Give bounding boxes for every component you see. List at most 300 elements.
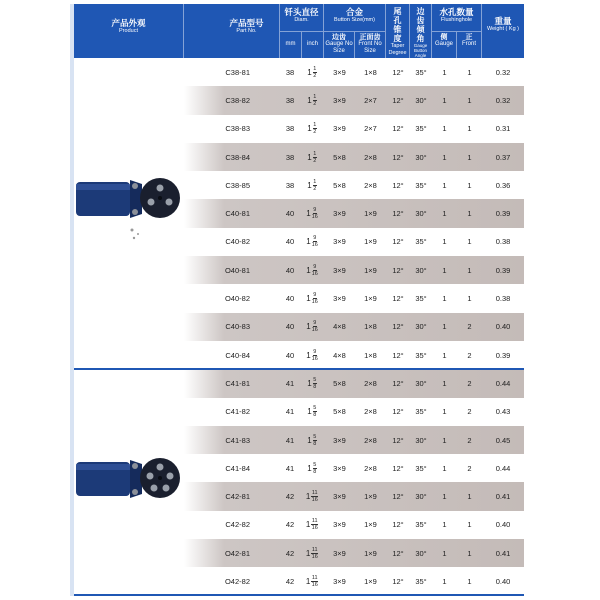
flush-front-cell: 2 bbox=[467, 322, 472, 332]
flush-gauge-cell: 1 bbox=[442, 463, 447, 473]
taper-cell: 12° bbox=[392, 67, 404, 77]
inch-numerator: 9 bbox=[313, 348, 317, 355]
diam-mm-cell: 38 bbox=[285, 152, 295, 162]
inch-numerator: 1 bbox=[313, 93, 317, 100]
taper-cell: 12° bbox=[392, 152, 404, 162]
inch-whole: 1 bbox=[305, 576, 311, 586]
flush-gauge-cell: 1 bbox=[442, 265, 447, 275]
part-number-cell: C38-82 bbox=[225, 95, 250, 105]
flush-front-cell: 2 bbox=[467, 435, 472, 445]
bit-button bbox=[166, 199, 173, 206]
angle-cell: 35° bbox=[415, 180, 427, 190]
diam-inch-cell bbox=[300, 207, 324, 220]
gauge-button-cell: 4×8 bbox=[333, 350, 346, 360]
header-part bbox=[184, 4, 280, 58]
taper-cell: 12° bbox=[392, 435, 404, 445]
inch-numerator: 5 bbox=[313, 433, 317, 440]
inch-fraction bbox=[307, 462, 317, 475]
inch-frac bbox=[311, 490, 318, 503]
inch-whole: 1 bbox=[307, 95, 312, 105]
inch-denominator: 8 bbox=[313, 468, 317, 475]
inch-frac bbox=[313, 66, 317, 79]
weight-cell: 0.44 bbox=[495, 463, 511, 473]
inch-fraction bbox=[307, 66, 317, 79]
diam-mm-cell: 41 bbox=[285, 435, 295, 445]
inch-frac bbox=[313, 434, 317, 447]
speck bbox=[137, 233, 139, 235]
part-number-cell: C38-84 bbox=[225, 152, 250, 162]
inch-frac bbox=[313, 462, 317, 475]
flush-gauge-cell: 1 bbox=[442, 95, 447, 105]
diam-inch-cell bbox=[300, 462, 324, 475]
gauge-button-cell: 3×9 bbox=[333, 237, 346, 247]
diam-mm-cell: 41 bbox=[285, 407, 295, 417]
taper-cell: 12° bbox=[392, 463, 404, 473]
front-button-cell: 1×9 bbox=[364, 209, 377, 219]
inch-fraction bbox=[307, 405, 317, 418]
gauge-button-cell: 5×8 bbox=[333, 378, 346, 388]
front-button-cell: 2×8 bbox=[364, 435, 377, 445]
gauge-button-cell: 3×9 bbox=[333, 492, 346, 502]
flush-front-cell: 1 bbox=[467, 265, 472, 275]
diam-inch-cell bbox=[300, 94, 324, 107]
inch-fraction bbox=[307, 434, 317, 447]
diam-inch-cell bbox=[300, 490, 324, 503]
inch-whole: 1 bbox=[307, 407, 312, 417]
diam-mm-cell: 40 bbox=[285, 209, 295, 219]
inch-numerator: 1 bbox=[313, 150, 317, 157]
taper-cell: 12° bbox=[392, 124, 404, 134]
flush-front-cell: 1 bbox=[467, 237, 472, 247]
gauge-button-cell: 3×9 bbox=[333, 124, 346, 134]
diam-mm-cell: 40 bbox=[285, 350, 295, 360]
inch-numerator: 9 bbox=[313, 263, 317, 270]
inch-numerator: 11 bbox=[311, 574, 318, 581]
inch-denominator: 2 bbox=[313, 100, 317, 107]
weight-cell: 0.37 bbox=[495, 152, 511, 162]
flush-front-cell: 1 bbox=[467, 124, 472, 134]
diam-inch-cell bbox=[300, 434, 324, 447]
part-number-cell: C41-82 bbox=[225, 407, 250, 417]
flush-gauge-cell: 1 bbox=[442, 492, 447, 502]
inch-numerator: 5 bbox=[313, 376, 317, 383]
gauge-button-cell: 3×9 bbox=[333, 209, 346, 219]
diam-mm-cell: 38 bbox=[285, 95, 295, 105]
flush-front-cell: 1 bbox=[467, 492, 472, 502]
header-angle-zh: 边齿倾角 bbox=[416, 7, 425, 43]
angle-cell: 30° bbox=[415, 435, 427, 445]
flush-front-cell: 1 bbox=[467, 548, 472, 558]
taper-cell: 12° bbox=[392, 322, 404, 332]
bit-button bbox=[132, 489, 138, 495]
inch-whole: 1 bbox=[307, 152, 312, 162]
header-flush-front-zh: 正 bbox=[465, 34, 473, 41]
part-number-cell: C41-81 bbox=[225, 378, 250, 388]
front-button-cell: 1×8 bbox=[364, 350, 377, 360]
header-button bbox=[324, 4, 386, 58]
inch-denominator: 8 bbox=[313, 412, 317, 419]
flush-front-cell: 2 bbox=[467, 378, 472, 388]
button-bit-image bbox=[74, 448, 184, 518]
table-row bbox=[74, 341, 524, 369]
angle-cell: 35° bbox=[415, 237, 427, 247]
flush-front-cell: 1 bbox=[467, 180, 472, 190]
part-number-cell: C41-83 bbox=[225, 435, 250, 445]
part-number-cell: C40-81 bbox=[225, 209, 250, 219]
weight-cell: 0.39 bbox=[495, 265, 511, 275]
front-button-cell: 1×9 bbox=[364, 492, 377, 502]
flush-gauge-cell: 1 bbox=[442, 67, 447, 77]
flush-gauge-cell: 1 bbox=[442, 576, 447, 586]
angle-cell: 35° bbox=[415, 124, 427, 134]
front-button-cell: 1×9 bbox=[364, 265, 377, 275]
bit-button bbox=[163, 485, 170, 492]
front-button-cell: 1×9 bbox=[364, 294, 377, 304]
front-button-cell: 2×8 bbox=[364, 180, 377, 190]
diam-inch-cell bbox=[300, 179, 324, 192]
inch-frac bbox=[311, 575, 318, 588]
header-diam-en: Diam. bbox=[294, 17, 309, 23]
diam-inch-cell bbox=[300, 518, 324, 531]
bit-shank-highlight bbox=[76, 184, 130, 190]
angle-cell: 35° bbox=[415, 576, 427, 586]
flush-front-cell: 1 bbox=[467, 294, 472, 304]
flush-front-cell: 2 bbox=[467, 350, 472, 360]
inch-numerator: 11 bbox=[311, 518, 318, 525]
table-row bbox=[74, 143, 524, 171]
front-button-cell: 1×9 bbox=[364, 548, 377, 558]
bit-button bbox=[147, 473, 154, 480]
diam-mm-cell: 41 bbox=[285, 378, 295, 388]
header-weight-en: Weight ( Kg ) bbox=[487, 26, 519, 32]
flush-front-cell: 1 bbox=[467, 67, 472, 77]
inch-frac bbox=[313, 377, 317, 390]
table-bottom-line bbox=[74, 594, 524, 596]
table-row bbox=[74, 58, 524, 86]
inch-fraction bbox=[306, 349, 318, 362]
inch-fraction bbox=[307, 151, 317, 164]
diam-mm-cell: 40 bbox=[285, 237, 295, 247]
diam-inch-cell bbox=[300, 547, 324, 560]
gauge-button-cell: 5×8 bbox=[333, 180, 346, 190]
angle-cell: 35° bbox=[415, 520, 427, 530]
front-button-cell: 2×8 bbox=[364, 407, 377, 417]
button-bit-image bbox=[74, 168, 184, 258]
inch-fraction bbox=[307, 122, 317, 135]
header-button-zh: 合金 bbox=[345, 7, 363, 17]
inch-numerator: 5 bbox=[313, 461, 317, 468]
front-button-cell: 1×9 bbox=[364, 520, 377, 530]
taper-cell: 12° bbox=[392, 265, 404, 275]
weight-cell: 0.40 bbox=[495, 576, 511, 586]
inch-whole: 1 bbox=[307, 378, 312, 388]
header-angle-en: Gauge Button Angle bbox=[413, 43, 428, 58]
front-button-cell: 1×8 bbox=[364, 67, 377, 77]
angle-cell: 30° bbox=[415, 209, 427, 219]
part-number-cell: C42-82 bbox=[225, 520, 250, 530]
header-gauge-en: Gauge No Size bbox=[325, 41, 353, 54]
table-row bbox=[74, 284, 524, 312]
table-row bbox=[74, 539, 524, 567]
header-taper bbox=[386, 4, 410, 58]
inch-frac bbox=[313, 179, 317, 192]
part-number-cell: O42-82 bbox=[224, 576, 250, 586]
header-flush-front-en: Front bbox=[461, 41, 476, 47]
weight-cell: 0.39 bbox=[495, 350, 511, 360]
inch-whole: 1 bbox=[306, 350, 311, 360]
speck bbox=[131, 229, 134, 232]
diam-mm-cell: 42 bbox=[285, 520, 295, 530]
weight-cell: 0.40 bbox=[495, 322, 511, 332]
taper-cell: 12° bbox=[392, 180, 404, 190]
header-product-en: Product bbox=[119, 28, 138, 34]
diam-mm-cell: 40 bbox=[285, 322, 295, 332]
weight-cell: 0.44 bbox=[495, 378, 511, 388]
taper-cell: 12° bbox=[392, 95, 404, 105]
table-row bbox=[74, 86, 524, 114]
part-number-cell: C40-82 bbox=[225, 237, 250, 247]
inch-denominator: 16 bbox=[311, 553, 318, 560]
taper-cell: 12° bbox=[392, 350, 404, 360]
diam-mm-cell: 42 bbox=[285, 576, 295, 586]
inch-denominator: 16 bbox=[311, 214, 318, 221]
inch-whole: 1 bbox=[305, 520, 311, 530]
header-flush-front bbox=[457, 32, 481, 58]
diam-mm-cell: 41 bbox=[285, 463, 295, 473]
part-number-cell: C42-81 bbox=[225, 492, 250, 502]
flush-gauge-cell: 1 bbox=[442, 152, 447, 162]
header-flush-sub bbox=[432, 31, 481, 58]
table-header bbox=[74, 4, 524, 58]
inch-numerator: 1 bbox=[313, 178, 317, 185]
header-flush-gauge-zh: 侧 bbox=[440, 34, 448, 41]
part-number-cell: C40-84 bbox=[225, 350, 250, 360]
inch-numerator: 1 bbox=[313, 122, 317, 129]
flush-front-cell: 1 bbox=[467, 209, 472, 219]
diam-inch-cell bbox=[300, 264, 324, 277]
header-flush-zh: 水孔数量 bbox=[439, 7, 474, 17]
diam-inch-cell bbox=[300, 235, 324, 248]
header-gauge bbox=[324, 32, 355, 58]
inch-denominator: 8 bbox=[313, 440, 317, 447]
inch-fraction bbox=[306, 207, 318, 220]
flush-gauge-cell: 1 bbox=[442, 124, 447, 134]
inch-whole: 1 bbox=[306, 209, 311, 219]
bit-flush-hole bbox=[158, 196, 162, 200]
taper-cell: 12° bbox=[392, 492, 404, 502]
inch-numerator: 9 bbox=[313, 320, 317, 327]
taper-cell: 12° bbox=[392, 520, 404, 530]
header-flush-gauge-en: Gauge bbox=[434, 41, 453, 47]
weight-cell: 0.41 bbox=[495, 492, 511, 502]
header-diam bbox=[280, 4, 324, 58]
flush-gauge-cell: 1 bbox=[442, 350, 447, 360]
angle-cell: 35° bbox=[415, 294, 427, 304]
inch-whole: 1 bbox=[307, 180, 312, 190]
inch-frac bbox=[313, 405, 317, 418]
taper-cell: 12° bbox=[392, 548, 404, 558]
inch-denominator: 16 bbox=[311, 355, 318, 362]
bit-flush-hole bbox=[158, 476, 162, 480]
angle-cell: 30° bbox=[415, 378, 427, 388]
inch-denominator: 16 bbox=[311, 497, 318, 504]
weight-cell: 0.32 bbox=[495, 95, 511, 105]
flush-gauge-cell: 1 bbox=[442, 322, 447, 332]
weight-cell: 0.45 bbox=[495, 435, 511, 445]
header-diam-sub bbox=[280, 31, 323, 58]
inch-numerator: 5 bbox=[313, 405, 317, 412]
inch-numerator: 11 bbox=[311, 490, 318, 497]
inch-fraction bbox=[307, 377, 317, 390]
inch-fraction bbox=[306, 320, 318, 333]
inch-numerator: 1 bbox=[313, 65, 317, 72]
angle-cell: 35° bbox=[415, 67, 427, 77]
gauge-button-cell: 4×8 bbox=[333, 322, 346, 332]
diam-mm-cell: 42 bbox=[285, 492, 295, 502]
bit-button bbox=[132, 209, 138, 215]
inch-whole: 1 bbox=[306, 294, 311, 304]
header-angle bbox=[410, 4, 432, 58]
bit-button bbox=[132, 463, 138, 469]
header-part-en: Part No. bbox=[236, 28, 257, 34]
angle-cell: 30° bbox=[415, 492, 427, 502]
part-number-cell: C40-83 bbox=[225, 322, 250, 332]
inch-frac bbox=[313, 151, 317, 164]
table-row bbox=[74, 398, 524, 426]
inch-fraction bbox=[306, 292, 318, 305]
header-front bbox=[355, 32, 385, 58]
weight-cell: 0.32 bbox=[495, 67, 511, 77]
inch-frac bbox=[313, 122, 317, 135]
bit-button bbox=[157, 464, 164, 471]
bit-button bbox=[157, 185, 164, 192]
angle-cell: 35° bbox=[415, 463, 427, 473]
taper-cell: 12° bbox=[392, 209, 404, 219]
flush-gauge-cell: 1 bbox=[442, 378, 447, 388]
diam-mm-cell: 38 bbox=[285, 124, 295, 134]
header-flush-en: Flushinghole bbox=[440, 17, 473, 23]
header-weight-zh: 重量 bbox=[494, 16, 512, 26]
flush-gauge-cell: 1 bbox=[442, 520, 447, 530]
diam-inch-cell bbox=[300, 66, 324, 79]
bit-button bbox=[151, 485, 158, 492]
header-diam-mm: mm bbox=[280, 32, 302, 58]
inch-denominator: 2 bbox=[313, 157, 317, 164]
header-diam-inch: inch bbox=[306, 41, 318, 47]
inch-fraction bbox=[306, 518, 318, 531]
header-product bbox=[74, 4, 184, 58]
gauge-button-cell: 3×9 bbox=[333, 576, 346, 586]
flush-gauge-cell: 1 bbox=[442, 209, 447, 219]
header-taper-en: Taper Degree bbox=[388, 43, 407, 56]
diam-inch-cell bbox=[300, 575, 324, 588]
header-gauge-zh: 边齿 bbox=[332, 34, 346, 41]
diam-inch-cell bbox=[300, 151, 324, 164]
front-button-cell: 1×9 bbox=[364, 576, 377, 586]
part-number-cell: O40-81 bbox=[224, 265, 250, 275]
inch-frac bbox=[313, 94, 317, 107]
inch-whole: 1 bbox=[305, 548, 311, 558]
gauge-button-cell: 3×9 bbox=[333, 463, 346, 473]
inch-denominator: 2 bbox=[313, 185, 317, 192]
flush-front-cell: 2 bbox=[467, 463, 472, 473]
flush-gauge-cell: 1 bbox=[442, 180, 447, 190]
inch-whole: 1 bbox=[307, 67, 312, 77]
header-taper-zh: 尾孔锥度 bbox=[393, 7, 402, 43]
flush-front-cell: 1 bbox=[467, 576, 472, 586]
part-number-cell: C38-81 bbox=[225, 67, 250, 77]
inch-whole: 1 bbox=[307, 435, 312, 445]
inch-denominator: 8 bbox=[313, 383, 317, 390]
inch-fraction bbox=[306, 264, 318, 277]
bit-button bbox=[148, 199, 155, 206]
flush-front-cell: 2 bbox=[467, 407, 472, 417]
taper-cell: 12° bbox=[392, 237, 404, 247]
flush-front-cell: 1 bbox=[467, 152, 472, 162]
inch-numerator: 9 bbox=[313, 292, 317, 299]
inch-denominator: 2 bbox=[313, 129, 317, 136]
inch-fraction bbox=[306, 547, 318, 560]
angle-cell: 35° bbox=[415, 407, 427, 417]
diam-mm-cell: 40 bbox=[285, 265, 295, 275]
part-number-cell: C38-83 bbox=[225, 124, 250, 134]
inch-fraction bbox=[306, 575, 318, 588]
front-button-cell: 1×9 bbox=[364, 237, 377, 247]
gauge-button-cell: 3×9 bbox=[333, 435, 346, 445]
header-front-zh: 正面齿 bbox=[359, 34, 381, 41]
inch-numerator: 9 bbox=[313, 207, 317, 214]
bit-shank-highlight bbox=[76, 464, 130, 470]
flush-gauge-cell: 1 bbox=[442, 294, 447, 304]
table-row bbox=[74, 313, 524, 341]
diam-mm-cell: 38 bbox=[285, 180, 295, 190]
inch-fraction bbox=[307, 179, 317, 192]
diam-inch-cell bbox=[300, 405, 324, 418]
taper-cell: 12° bbox=[392, 294, 404, 304]
inch-frac bbox=[311, 547, 318, 560]
gauge-button-cell: 3×9 bbox=[333, 294, 346, 304]
front-button-cell: 2×8 bbox=[364, 378, 377, 388]
inch-numerator: 9 bbox=[313, 235, 317, 242]
diam-inch-cell bbox=[300, 377, 324, 390]
group-divider bbox=[74, 368, 524, 370]
diam-mm-cell: 38 bbox=[285, 67, 295, 77]
part-number-cell: C38-85 bbox=[225, 180, 250, 190]
header-flush bbox=[432, 4, 482, 58]
bit-button bbox=[167, 473, 174, 480]
header-flush-gauge bbox=[432, 32, 457, 58]
inch-fraction bbox=[307, 94, 317, 107]
table-row bbox=[74, 567, 524, 595]
angle-cell: 30° bbox=[415, 322, 427, 332]
diam-inch-cell bbox=[300, 320, 324, 333]
weight-cell: 0.31 bbox=[495, 124, 511, 134]
header-front-en: Front No Size bbox=[358, 41, 382, 54]
diam-inch-cell bbox=[300, 122, 324, 135]
inch-frac bbox=[312, 320, 318, 333]
flush-front-cell: 1 bbox=[467, 520, 472, 530]
weight-cell: 0.39 bbox=[495, 209, 511, 219]
flush-front-cell: 1 bbox=[467, 95, 472, 105]
header-diam-zh: 钎头直径 bbox=[284, 7, 319, 17]
weight-cell: 0.40 bbox=[495, 520, 511, 530]
diam-inch-cell bbox=[300, 292, 324, 305]
inch-denominator: 16 bbox=[311, 327, 318, 334]
front-button-cell: 2×7 bbox=[364, 95, 377, 105]
flush-gauge-cell: 1 bbox=[442, 407, 447, 417]
gauge-button-cell: 3×9 bbox=[333, 265, 346, 275]
angle-cell: 30° bbox=[415, 548, 427, 558]
